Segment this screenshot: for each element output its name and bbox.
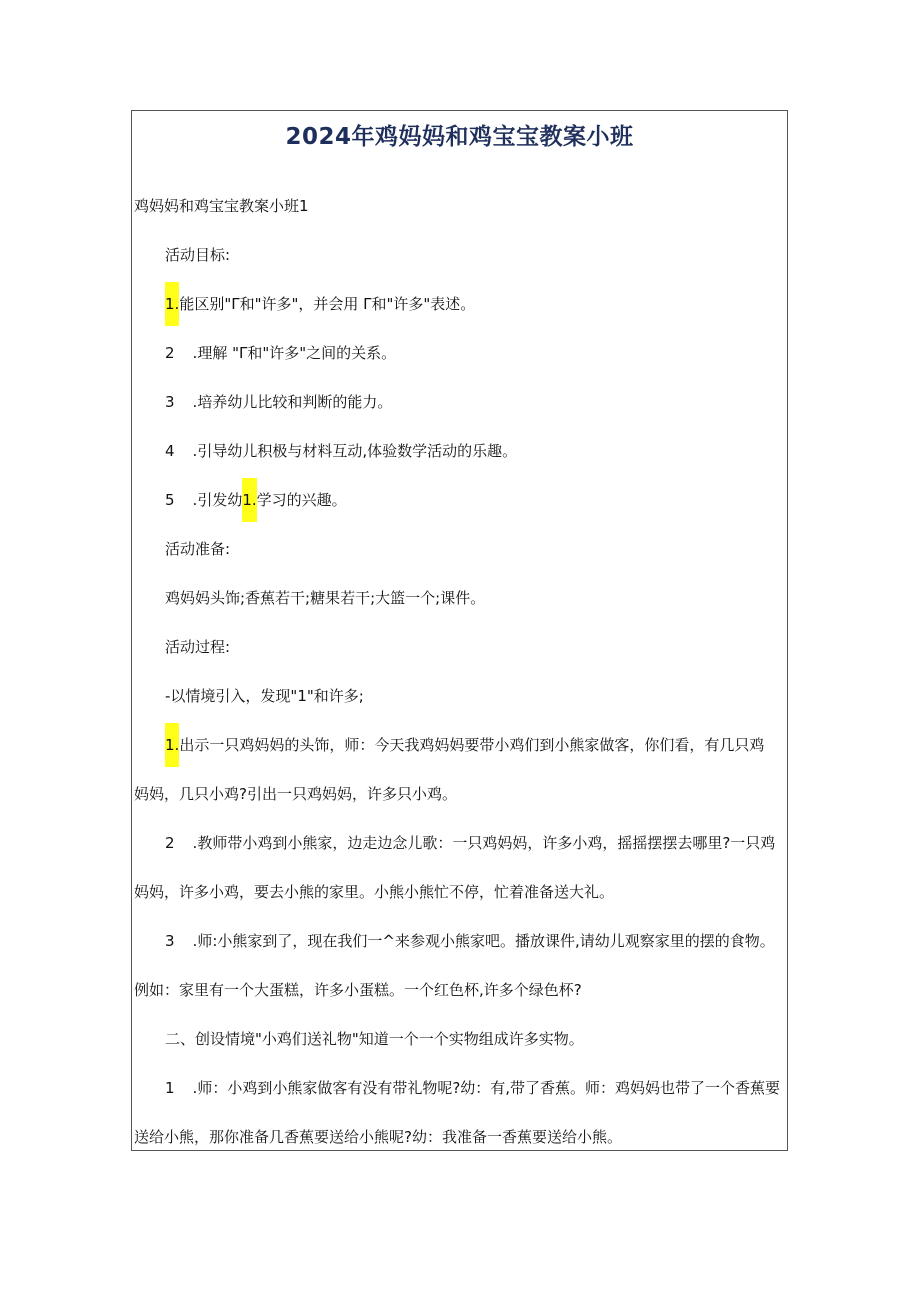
question-1-number: 1 bbox=[165, 1079, 175, 1097]
goal-2 bbox=[165, 343, 396, 363]
paragraph-2-line-1 bbox=[165, 833, 775, 853]
goal-4-number: 4 bbox=[165, 442, 175, 460]
goal-2-text: .理解 "Γ和"许多"之间的关系。 bbox=[192, 344, 397, 362]
goals-heading: 活动目标: bbox=[165, 246, 231, 264]
goal-4 bbox=[165, 441, 517, 461]
highlight-number: 1. bbox=[165, 282, 179, 326]
paragraph-3-text: .师:小熊家到了，现在我们一^来参观小熊家吧。播放课件,请幼儿观察家里的摆的食物。 bbox=[192, 932, 775, 950]
paragraph-2-number: 2 bbox=[165, 834, 175, 852]
process-heading: 活动过程: bbox=[165, 638, 231, 656]
question-1-line-2: 送给小熊，那你准备几香蕉要送给小熊呢?幼：我准备一香蕉要送给小熊。 bbox=[134, 1128, 622, 1146]
goal-5-number: 5 bbox=[165, 491, 175, 509]
paragraph-1-text: 出示一只鸡妈妈的头饰，师：今天我鸡妈妈要带小鸡们到小熊家做客，你们看，有几只鸡 bbox=[179, 736, 765, 754]
goal-3-text: .培养幼儿比较和判断的能力。 bbox=[192, 393, 393, 411]
step-two: 二、创设情境"小鸡们送礼物"知道一个一个实物组成许多实物。 bbox=[165, 1030, 584, 1048]
paragraph-1-line-1 bbox=[165, 735, 764, 755]
paragraph-2-line-2: 妈妈，许多小鸡，要去小熊的家里。小熊小熊忙不停，忙着准备送大礼。 bbox=[134, 883, 615, 901]
subtitle: 鸡妈妈和鸡宝宝教案小班1 bbox=[134, 197, 309, 215]
goal-5-text-a: .引发幼 bbox=[192, 491, 243, 509]
prep-heading: 活动准备: bbox=[165, 540, 231, 558]
goal-1 bbox=[165, 294, 475, 314]
goal-1-text: 能区别"Γ和"许多"，并会用 Γ和"许多"表述。 bbox=[179, 295, 476, 313]
goal-3 bbox=[165, 392, 392, 412]
highlight-number: 1. bbox=[242, 478, 256, 522]
highlight-number: 1. bbox=[165, 723, 179, 767]
question-1-line-1 bbox=[165, 1078, 780, 1098]
goal-5-text-b: 学习的兴趣。 bbox=[256, 491, 347, 509]
paragraph-3-line-2: 例如：家里有一个大蛋糕，许多小蛋糕。一个红色杯,许多个绿色杯? bbox=[134, 981, 582, 999]
paragraph-1-line-2: 妈妈，几只小鸡?引出一只鸡妈妈，许多只小鸡。 bbox=[134, 785, 457, 803]
goal-3-number: 3 bbox=[165, 393, 175, 411]
goal-4-text: .引导幼儿积极与材料互动,体验数学活动的乐趣。 bbox=[192, 442, 518, 460]
goal-2-number: 2 bbox=[165, 344, 175, 362]
prep-text: 鸡妈妈头饰;香蕉若干;糖果若干;大篮一个;课件。 bbox=[165, 589, 486, 607]
paragraph-3-number: 3 bbox=[165, 932, 175, 950]
paragraph-2-text: .教师带小鸡到小熊家，边走边念儿歌：一只鸡妈妈，许多小鸡，摇摇摆摆去哪里?一只鸡 bbox=[192, 834, 776, 852]
question-1-text: .师：小鸡到小熊家做客有没有带礼物呢?幼：有,带了香蕉。师：鸡妈妈也带了一个香蕉要 bbox=[192, 1079, 781, 1097]
document-title: 2024年鸡妈妈和鸡宝宝教案小班 bbox=[285, 124, 634, 150]
goal-5 bbox=[165, 490, 347, 510]
paragraph-3-line-1 bbox=[165, 931, 775, 951]
step-one: -以情境引入，发现"1"和许多; bbox=[165, 687, 364, 705]
